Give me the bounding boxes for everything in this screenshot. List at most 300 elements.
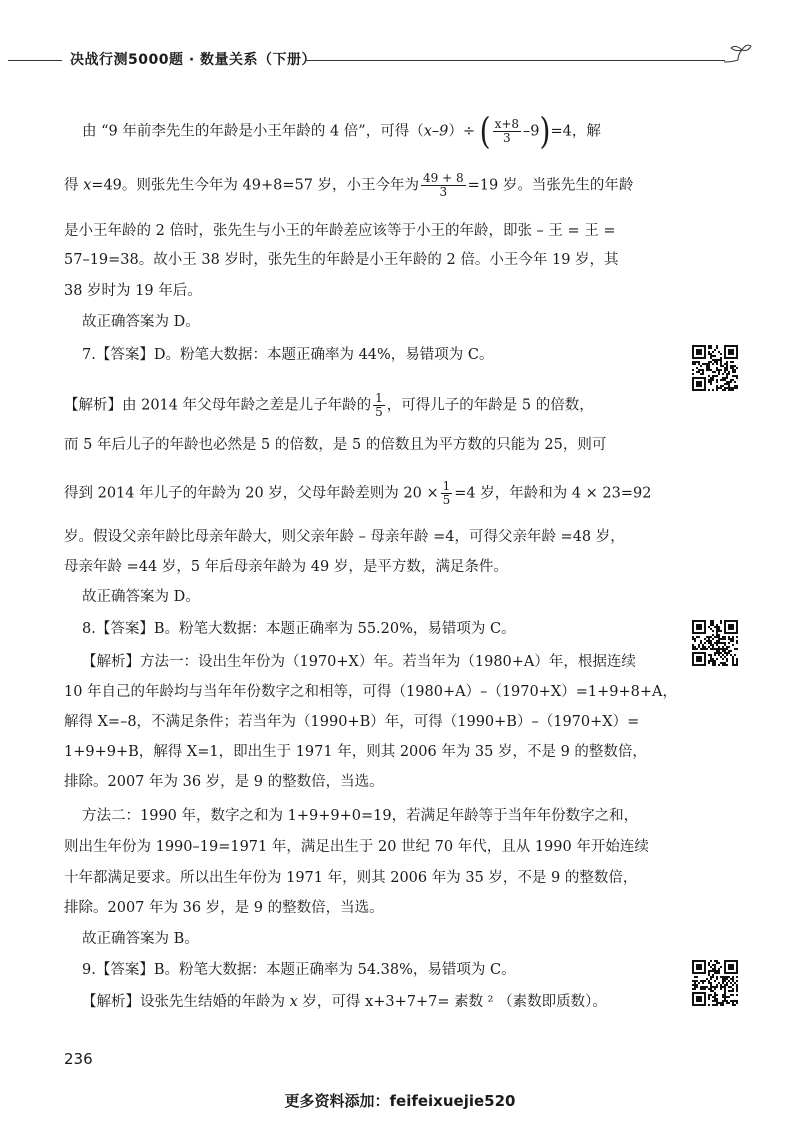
qr-code-icon[interactable] (692, 620, 738, 666)
qr-module (712, 660, 714, 662)
qr-module (736, 387, 738, 389)
qr-module (716, 642, 718, 644)
qr-module (716, 648, 718, 650)
qr-module (724, 652, 726, 654)
qr-module (712, 664, 714, 666)
q8-line-1: 【解析】方法一：设出生年份为（1970+X）年。若当年为（1980+A）年，根据连续 (82, 654, 636, 670)
qr-module (712, 351, 714, 353)
qr-module (724, 988, 726, 990)
qr-module (728, 646, 730, 648)
qr-module (720, 976, 722, 978)
qr-module (718, 982, 720, 984)
qr-module (696, 984, 698, 986)
qr-module (716, 363, 718, 365)
qr-module (716, 962, 718, 964)
qr-module (720, 353, 722, 355)
qr-module (722, 379, 724, 381)
qr-module (716, 984, 718, 986)
qr-module (706, 636, 708, 638)
qr-module (724, 980, 726, 982)
qr-module (720, 357, 722, 359)
qr-module (706, 648, 708, 650)
qr-module (732, 980, 734, 982)
qr-module (718, 968, 720, 970)
qr-module (722, 377, 724, 379)
qr-module (732, 658, 734, 660)
qr-module (720, 642, 722, 644)
qr-module (708, 998, 710, 1000)
qr-module (732, 662, 734, 664)
qr-module (722, 389, 724, 391)
qr-module (714, 988, 716, 990)
qr-module (736, 367, 738, 369)
qr-module (736, 988, 738, 990)
qr-module (716, 994, 718, 996)
qr-module (732, 994, 734, 996)
qr-module (714, 970, 716, 972)
qr-code-icon[interactable] (692, 960, 738, 1006)
qr-module (698, 982, 700, 984)
qr-module (726, 383, 728, 385)
qr-module (712, 648, 714, 650)
qr-module (720, 379, 722, 381)
qr-module (734, 371, 736, 373)
qr-module (692, 646, 694, 648)
qr-module (712, 996, 714, 998)
qr-module (722, 664, 724, 666)
qr-module (730, 638, 732, 640)
qr-module (704, 980, 706, 982)
qr-module (708, 367, 710, 369)
q8-line-3: 解得 X=–8，不满足条件；若当年为（1990+B）年，可得（1990+B）–（1970+X）= (64, 714, 640, 730)
qr-module (716, 385, 718, 387)
qr-module (722, 980, 724, 982)
qr-module (714, 662, 716, 664)
qr-module (730, 654, 732, 656)
qr-module (718, 646, 720, 648)
qr-module (712, 624, 714, 626)
qr-module (724, 371, 726, 373)
qr-module (724, 996, 726, 998)
qr-module (726, 976, 728, 978)
qr-module (728, 387, 730, 389)
qr-module (716, 628, 718, 630)
qr-module (712, 389, 714, 391)
qr-module (732, 988, 734, 990)
qr-module (720, 630, 722, 632)
qr-module (708, 996, 710, 998)
qr-module (714, 1004, 716, 1006)
qr-module (702, 988, 704, 990)
qr-module (718, 387, 720, 389)
qr-module (722, 1002, 724, 1004)
q7-line-2: 而 5 年后儿子的年龄也必然是 5 的倍数，是 5 的倍数且为平方数的只能为 25，则可 (64, 437, 607, 453)
qr-module (716, 640, 718, 642)
qr-module (726, 363, 728, 365)
qr-module (736, 986, 738, 988)
qr-module (726, 377, 728, 379)
qr-module (718, 654, 720, 656)
qr-module (724, 984, 726, 986)
qr-module (736, 648, 738, 650)
qr-module (708, 365, 710, 367)
qr-module (734, 1004, 736, 1006)
qr-module (692, 648, 694, 650)
qr-module (734, 365, 736, 367)
qr-module (732, 365, 734, 367)
qr-module (714, 349, 716, 351)
qr-module (708, 353, 710, 355)
qr-module (718, 373, 720, 375)
qr-module (714, 664, 716, 666)
qr-module (736, 664, 738, 666)
qr-module (732, 389, 734, 391)
qr-module (708, 964, 710, 966)
q9-head: 9.【答案】B。粉笔大数据：本题正确率为 54.38%，易错项为 C。 (82, 962, 516, 978)
qr-module (720, 656, 722, 658)
qr-module (736, 658, 738, 660)
book-title: 决战行测5000题 · 数量关系（下册） (70, 52, 317, 68)
qr-module (724, 363, 726, 365)
qr-module (710, 986, 712, 988)
qr-module (732, 976, 734, 978)
qr-module (720, 620, 722, 622)
qr-module (716, 658, 718, 660)
qr-module (720, 369, 722, 371)
qr-module (708, 654, 710, 656)
qr-module (718, 636, 720, 638)
qr-module (710, 642, 712, 644)
header-rule-right (305, 60, 725, 61)
qr-module (718, 652, 720, 654)
qr-module (720, 648, 722, 650)
qr-module (710, 369, 712, 371)
qr-module (732, 640, 734, 642)
qr-module (716, 1000, 718, 1002)
qr-module (716, 636, 718, 638)
qr-module (702, 369, 704, 371)
qr-module (712, 662, 714, 664)
qr-module (710, 347, 712, 349)
qr-module (696, 986, 698, 988)
sprout-icon (722, 42, 752, 70)
qr-module (714, 968, 716, 970)
qr-module (716, 960, 718, 962)
qr-module (726, 387, 728, 389)
qr-module (710, 379, 712, 381)
q7-line-3: 得到 2014 年儿子的年龄为 20 岁，父母年龄差则为 20 × $\frac{1}{5}$ =4 岁，年龄和为 4 × 23=92 (64, 479, 652, 507)
qr-module (736, 1000, 738, 1002)
qr-module (730, 990, 732, 992)
qr-module (728, 990, 730, 992)
qr-module (724, 387, 726, 389)
qr-module (706, 363, 708, 365)
qr-module (724, 994, 726, 996)
qr-module (708, 347, 710, 349)
q8-line-2: 10 年自己的年龄均与当年年份数字之和相等，可得（1980+A）–（1970+X）=1+9+8+A， (64, 684, 677, 700)
qr-module (702, 646, 704, 648)
qr-module (710, 994, 712, 996)
qr-module (708, 982, 710, 984)
qr-module (708, 369, 710, 371)
qr-module (712, 1000, 714, 1002)
qr-module (734, 648, 736, 650)
qr-module (728, 371, 730, 373)
qr-module (728, 383, 730, 385)
qr-module (706, 367, 708, 369)
qr-module (732, 387, 734, 389)
qr-module (692, 363, 694, 365)
qr-module (736, 636, 738, 638)
qr-module (712, 974, 714, 976)
qr-module (722, 650, 724, 652)
qr-module (694, 361, 696, 363)
qr-module (730, 387, 732, 389)
qr-module (732, 1000, 734, 1002)
qr-module (708, 626, 710, 628)
qr-module (698, 361, 700, 363)
qr-module (730, 361, 732, 363)
qr-module (692, 638, 694, 640)
qr-module (708, 988, 710, 990)
qr-module (716, 624, 718, 626)
qr-module (720, 662, 722, 664)
qr-module (726, 369, 728, 371)
qr-module (720, 365, 722, 367)
qr-module (728, 624, 734, 630)
qr-module (736, 642, 738, 644)
qr-module (704, 642, 706, 644)
qr-module (722, 996, 724, 998)
qr-module (730, 1000, 732, 1002)
qr-module (728, 349, 734, 355)
qr-module (714, 986, 716, 988)
header-rule-left (8, 60, 62, 61)
qr-module (736, 1002, 738, 1004)
qr-module (722, 648, 724, 650)
qr-module (716, 381, 718, 383)
qr-module (718, 369, 720, 371)
qr-module (712, 630, 714, 632)
qr-module (724, 367, 726, 369)
q7-line-5: 母亲年龄 =44 岁，5 年后母亲年龄为 49 岁，是平方数，满足条件。 (64, 559, 508, 575)
qr-module (722, 982, 724, 984)
qr-module (708, 379, 710, 381)
qr-module (728, 996, 730, 998)
qr-module (708, 361, 710, 363)
qr-module (710, 357, 712, 359)
q8-line-4: 1+9+9+B，解得 X=1，即出生于 1971 年，则其 2006 年为 35 岁，不是 9 的整数倍， (64, 744, 647, 760)
qr-module (710, 355, 712, 357)
qr-module (706, 365, 708, 367)
qr-module (732, 369, 734, 371)
qr-module (714, 996, 716, 998)
qr-module (708, 351, 710, 353)
qr-module (712, 375, 714, 377)
qr-module (710, 377, 712, 379)
qr-module (730, 389, 732, 391)
qr-module (710, 624, 712, 626)
q8-method2-line-1: 方法二：1990 年，数字之和为 1+9+9+0=19，若满足年龄等于当年年份数字之和， (82, 808, 639, 824)
qr-module (710, 361, 712, 363)
qr-module (714, 994, 716, 996)
qr-module (708, 662, 710, 664)
qr-module (722, 636, 724, 638)
qr-module (716, 375, 718, 377)
qr-module (720, 1004, 722, 1006)
qr-module (732, 379, 734, 381)
qr-module (714, 964, 716, 966)
qr-module (728, 980, 730, 982)
qr-module (692, 988, 694, 990)
qr-module (714, 992, 716, 994)
qr-module (718, 630, 720, 632)
qr-module (716, 634, 718, 636)
qr-module (724, 389, 726, 391)
qr-module (718, 628, 720, 630)
qr-module (722, 1000, 724, 1002)
qr-module (716, 978, 718, 980)
qr-module (704, 986, 706, 988)
q8-method2-line-3: 十年都满足要求。所以出生年份为 1971 年，则其 2006 年为 35 岁，不是 9 的整数倍， (64, 870, 638, 886)
qr-module (708, 994, 710, 996)
qr-module (710, 966, 712, 968)
qr-module (714, 361, 716, 363)
fraction: $\frac{1}{5}$ (375, 391, 383, 419)
qr-module (720, 652, 722, 654)
qr-module (696, 349, 702, 355)
qr-module (726, 978, 728, 980)
qr-module (712, 968, 714, 970)
qr-module (736, 662, 738, 664)
qr-module (702, 982, 704, 984)
qr-module (718, 648, 720, 650)
qr-module (730, 381, 732, 383)
qr-module (722, 978, 724, 980)
qr-module (730, 986, 732, 988)
qr-module (696, 361, 698, 363)
qr-module (704, 988, 706, 990)
qr-module (714, 980, 716, 982)
qr-module (728, 373, 730, 375)
qr-module (732, 636, 734, 638)
qr-module (734, 381, 736, 383)
fraction: $\frac{49 + 8}{3}$ (423, 171, 464, 199)
qr-module (706, 369, 708, 371)
qr-module (726, 652, 728, 654)
qr-module (712, 634, 714, 636)
qr-module (732, 638, 734, 640)
qr-module (734, 982, 736, 984)
qr-module (716, 998, 718, 1000)
qr-module (732, 660, 734, 662)
qr-module (718, 972, 720, 974)
qr-module (712, 658, 714, 660)
qr-module (714, 660, 716, 662)
qr-module (700, 369, 702, 371)
qr-module (720, 361, 722, 363)
qr-module (726, 660, 728, 662)
qr-module (716, 630, 718, 632)
qr-module (692, 984, 694, 986)
qr-module (736, 640, 738, 642)
qr-module (696, 381, 702, 387)
qr-module (698, 646, 700, 648)
qr-module (696, 371, 698, 373)
qr-module (736, 377, 738, 379)
qr-module (708, 636, 710, 638)
qr-module (702, 648, 704, 650)
qr-module (726, 996, 728, 998)
qr-module (698, 644, 700, 646)
qr-module (714, 626, 716, 628)
qr-code-icon[interactable] (692, 345, 738, 391)
qr-module (712, 359, 714, 361)
qr-module (694, 648, 696, 650)
qr-module (724, 978, 726, 980)
qr-module (714, 371, 716, 373)
qr-module (724, 650, 726, 652)
qr-module (708, 660, 710, 662)
qr-module (716, 359, 718, 361)
qr-module (724, 990, 726, 992)
qr-module (696, 996, 702, 1002)
qr-module (734, 664, 736, 666)
qr-module (694, 986, 696, 988)
qr-module (696, 624, 702, 630)
qr-module (710, 656, 712, 658)
qr-module (710, 984, 712, 986)
qr-module (730, 367, 732, 369)
qr-module (698, 636, 700, 638)
qr-module (730, 994, 732, 996)
qr-module (710, 345, 712, 347)
qr-module (710, 644, 712, 646)
qr-module (722, 658, 724, 660)
qr-module (724, 377, 726, 379)
qr-module (706, 986, 708, 988)
qr-module (726, 648, 728, 650)
qr-module (702, 371, 704, 373)
qr-module (734, 375, 736, 377)
qr-module (706, 978, 708, 980)
qr-module (708, 974, 710, 976)
qr-module (716, 652, 718, 654)
qr-module (722, 365, 724, 367)
qr-module (730, 365, 732, 367)
qr-module (714, 998, 716, 1000)
qr-module (708, 646, 710, 648)
qr-module (708, 638, 710, 640)
qr-module (700, 988, 702, 990)
q7-answer: 故正确答案为 D。 (82, 589, 200, 605)
qr-module (698, 371, 700, 373)
q7-line-4: 岁。假设父亲年龄比母亲年龄大，则父亲年龄 – 母亲年龄 =4，可得父亲年龄 =48 岁， (64, 529, 625, 545)
qr-module (716, 1002, 718, 1004)
qr-module (696, 976, 698, 978)
qr-module (704, 363, 706, 365)
qr-module (724, 664, 726, 666)
qr-module (710, 658, 712, 660)
qr-module (724, 644, 726, 646)
qr-module (710, 620, 712, 622)
qr-module (724, 642, 726, 644)
qr-module (710, 381, 712, 383)
qr-module (720, 984, 722, 986)
qr-module (712, 990, 714, 992)
qr-module (710, 976, 712, 978)
qr-module (730, 982, 732, 984)
